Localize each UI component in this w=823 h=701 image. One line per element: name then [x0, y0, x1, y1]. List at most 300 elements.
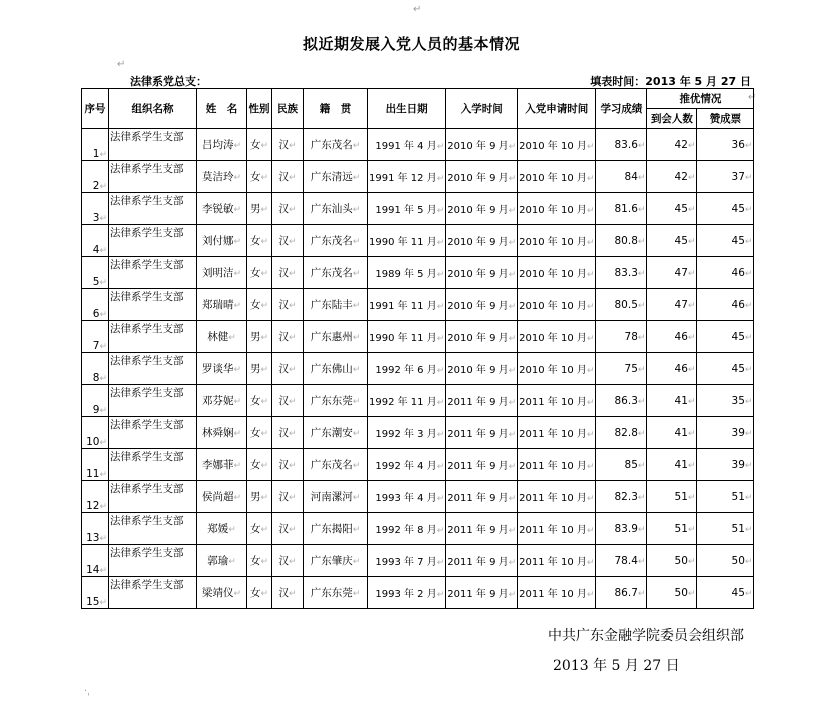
cell-native-text: 广东茂名 [310, 459, 353, 471]
cell-apply-text: 2011 年 10 月 [519, 397, 587, 408]
cell-paragraph-mark: ↵ [436, 462, 445, 472]
table-row [82, 321, 754, 353]
cell-native-text: 广东清远 [310, 171, 353, 183]
cell-gender-text: 男 [249, 491, 261, 503]
cell-enroll [446, 513, 518, 545]
cell-apply [518, 257, 596, 289]
cell-attendees-text: 50 [674, 586, 688, 599]
cell-gender-text: 男 [249, 363, 261, 375]
cell-paragraph-mark: ↵ [586, 590, 595, 600]
cell-paragraph-mark: ↵ [744, 492, 753, 503]
cell-votes [697, 289, 754, 321]
cell-gender [247, 449, 272, 481]
cell-gender-text: 女 [249, 459, 261, 471]
cell-paragraph-mark: ↵ [228, 333, 236, 343]
cell-org [109, 481, 197, 513]
header-apply: 入党申请时间 [518, 89, 596, 129]
cell-paragraph-mark: ↵ [637, 268, 646, 279]
cell-paragraph-mark: ↵ [637, 556, 646, 567]
cell-native [304, 129, 368, 161]
cell-index-text: 14 [86, 564, 100, 576]
cell-paragraph-mark: ↵ [288, 205, 297, 215]
cell-score-text: 78.4 [614, 554, 638, 567]
cell-index [82, 577, 109, 609]
cell-enroll [446, 321, 518, 353]
cell-enroll-text: 2011 年 9 月 [447, 557, 509, 568]
cell-birth [368, 353, 446, 385]
cell-name-text: 吕均涛 [201, 139, 234, 151]
cell-ethnicity-text: 汉 [278, 139, 289, 151]
cell-apply [518, 577, 596, 609]
table-row [82, 417, 754, 449]
cell-paragraph-mark: ↵ [637, 396, 646, 407]
cell-index-text: 1 [92, 148, 100, 160]
cell-score [596, 545, 647, 577]
cell-paragraph-mark: ↵ [352, 397, 361, 407]
cell-votes-text: 39 [731, 458, 745, 471]
cell-paragraph-mark: ↵ [233, 141, 242, 151]
cell-gender [247, 129, 272, 161]
cell-native [304, 225, 368, 257]
cell-apply [518, 417, 596, 449]
cell-apply-text: 2010 年 10 月 [519, 173, 587, 184]
table-row [82, 193, 754, 225]
cell-apply [518, 161, 596, 193]
cell-org-text: 法律系学生支部 [110, 131, 184, 143]
cell-paragraph-mark: ↵ [637, 332, 646, 343]
cell-name-text: 林舜娴 [201, 427, 234, 439]
cell-org [109, 513, 197, 545]
cell-apply-text: 2011 年 10 月 [519, 557, 587, 568]
cell-attendees-text: 41 [674, 426, 688, 439]
cell-paragraph-mark: ↵ [233, 397, 242, 407]
cell-paragraph-mark: ↵ [508, 430, 517, 440]
header-attendees: 到会人数 [647, 109, 697, 129]
cell-score [596, 481, 647, 513]
cell-birth [368, 577, 446, 609]
cell-index [82, 449, 109, 481]
candidates-table [81, 88, 757, 609]
cell-paragraph-mark: ↵ [99, 374, 107, 384]
table-row [82, 353, 754, 385]
cell-enroll [446, 577, 518, 609]
cell-ethnicity-text: 汉 [278, 523, 289, 535]
cell-gender-text: 女 [249, 555, 261, 567]
cell-paragraph-mark: ↵ [288, 461, 297, 471]
cell-index [82, 257, 109, 289]
cell-gender-text: 女 [249, 299, 261, 311]
cell-index [82, 321, 109, 353]
cell-score-text: 84 [624, 170, 638, 183]
cell-paragraph-mark: ↵ [288, 589, 297, 599]
cell-paragraph-mark: ↵ [436, 430, 445, 440]
cell-enroll [446, 129, 518, 161]
cell-paragraph-mark: ↵ [288, 557, 297, 567]
cell-name-text: 刘明洁 [201, 267, 234, 279]
cell-gender-text: 女 [249, 139, 261, 151]
cell-paragraph-mark: ↵ [508, 494, 517, 504]
cell-gender-text: 女 [249, 427, 261, 439]
cell-paragraph-mark: ↵ [744, 364, 753, 375]
cell-paragraph-mark: ↵ [99, 598, 107, 608]
cell-paragraph-mark: ↵ [687, 396, 696, 407]
cell-score-text: 80.8 [614, 234, 638, 247]
cell-score-text: 85 [624, 458, 638, 471]
cell-gender [247, 257, 272, 289]
cell-gender [247, 225, 272, 257]
cell-attendees-text: 50 [674, 554, 688, 567]
cell-name [197, 225, 247, 257]
cell-index-text: 9 [92, 404, 100, 416]
cell-birth [368, 257, 446, 289]
cell-apply-text: 2010 年 10 月 [519, 365, 587, 376]
cell-paragraph-mark: ↵ [687, 460, 696, 471]
cell-attendees-text: 47 [674, 266, 688, 279]
cell-ethnicity [272, 353, 304, 385]
cell-score [596, 225, 647, 257]
cell-paragraph-mark: ↵ [687, 300, 696, 311]
table-row [82, 545, 754, 577]
cell-paragraph-mark: ↵ [508, 302, 517, 312]
cell-birth [368, 417, 446, 449]
cell-name [197, 257, 247, 289]
cell-paragraph-mark: ↵ [637, 460, 646, 471]
cell-ethnicity-text: 汉 [278, 331, 289, 343]
table-body [82, 129, 754, 609]
cell-paragraph-mark: ↵ [744, 332, 753, 343]
cell-native-text: 广东东莞 [310, 395, 353, 407]
cell-score-text: 75 [624, 362, 638, 375]
cell-paragraph-mark: ↵ [637, 588, 646, 599]
cell-paragraph-mark: ↵ [288, 173, 297, 183]
cell-index [82, 225, 109, 257]
header-native: 籍 贯 [304, 89, 368, 129]
cell-votes [697, 385, 754, 417]
cell-paragraph-mark: ↵ [637, 492, 646, 503]
cell-votes [697, 129, 754, 161]
cell-paragraph-mark: ↵ [352, 365, 361, 375]
cell-index-text: 8 [92, 372, 100, 384]
cell-name [197, 385, 247, 417]
cell-paragraph-mark: ↵ [99, 342, 107, 352]
cell-native [304, 481, 368, 513]
cell-org [109, 129, 197, 161]
cell-score [596, 129, 647, 161]
cell-enroll-text: 2010 年 9 月 [447, 365, 509, 376]
cell-votes [697, 321, 754, 353]
cell-ethnicity [272, 481, 304, 513]
cell-org-text: 法律系学生支部 [110, 323, 184, 335]
cell-score-text: 80.5 [614, 298, 638, 311]
cell-paragraph-mark: ↵ [744, 236, 753, 247]
cell-ethnicity [272, 385, 304, 417]
cell-gender-text: 男 [249, 331, 261, 343]
cell-paragraph-mark: ↵ [436, 142, 445, 152]
paragraph-mark: ↵ [413, 4, 422, 15]
cell-paragraph-mark: ↵ [744, 428, 753, 439]
cell-votes-text: 51 [731, 522, 745, 535]
cell-paragraph-mark: ↵ [260, 397, 269, 407]
cell-score [596, 193, 647, 225]
cell-paragraph-mark: ↵ [436, 174, 445, 184]
cell-paragraph-mark: ↵ [352, 173, 361, 183]
cell-ethnicity [272, 577, 304, 609]
cell-gender-text: 女 [249, 587, 261, 599]
cell-paragraph-mark: ↵ [233, 589, 242, 599]
cell-paragraph-mark: ↵ [586, 238, 595, 248]
cell-paragraph-mark: ↵ [288, 525, 297, 535]
cell-paragraph-mark: ↵ [508, 590, 517, 600]
cell-paragraph-mark: ↵ [586, 526, 595, 536]
cell-paragraph-mark: ↵ [352, 525, 361, 535]
cell-native [304, 353, 368, 385]
cell-org-text: 法律系学生支部 [110, 259, 184, 271]
cell-apply [518, 321, 596, 353]
cell-paragraph-mark: ↵ [586, 558, 595, 568]
cell-votes-text: 51 [731, 490, 745, 503]
cell-paragraph-mark: ↵ [99, 566, 107, 576]
cell-paragraph-mark: ↵ [436, 366, 445, 376]
cell-apply [518, 289, 596, 321]
cell-paragraph-mark: ↵ [288, 269, 297, 279]
cell-ethnicity [272, 545, 304, 577]
cell-paragraph-mark: ↵ [508, 334, 517, 344]
cell-paragraph-mark: ↵ [233, 173, 242, 183]
cell-enroll [446, 545, 518, 577]
header-index: 序号 [82, 89, 109, 129]
cell-name-text: 邓芬妮 [201, 395, 234, 407]
cell-paragraph-mark: ↵ [260, 365, 269, 375]
cell-name [197, 513, 247, 545]
cell-paragraph-mark: ↵ [637, 364, 646, 375]
cell-attendees-text: 45 [674, 202, 688, 215]
cell-paragraph-mark: ↵ [687, 140, 696, 151]
cell-attendees-text: 46 [674, 330, 688, 343]
cell-paragraph-mark: ↵ [99, 214, 107, 224]
cell-index-text: 4 [92, 244, 100, 256]
cell-ethnicity-text: 汉 [278, 267, 289, 279]
cell-org-text: 法律系学生支部 [110, 515, 184, 527]
cell-birth [368, 481, 446, 513]
header-gender: 性别 [247, 89, 272, 129]
cell-enroll-text: 2011 年 9 月 [447, 493, 509, 504]
cell-birth-text: 1992 年 11 月 [369, 397, 437, 408]
cell-paragraph-mark: ↵ [687, 332, 696, 343]
cell-name-text: 李娜菲 [201, 459, 234, 471]
cell-paragraph-mark: ↵ [233, 429, 242, 439]
cell-ethnicity [272, 225, 304, 257]
cell-apply [518, 481, 596, 513]
cell-paragraph-mark: ↵ [637, 204, 646, 215]
cell-birth-text: 1992 年 4 月 [375, 461, 437, 472]
cell-native-text: 广东陆丰 [310, 299, 353, 311]
cell-org [109, 577, 197, 609]
cell-votes [697, 417, 754, 449]
cell-ethnicity-text: 汉 [278, 459, 289, 471]
cell-native-text: 广东潮安 [310, 427, 353, 439]
cell-paragraph-mark: ↵ [436, 494, 445, 504]
cell-score [596, 513, 647, 545]
cell-paragraph-mark: ↵ [508, 270, 517, 280]
cell-name [197, 129, 247, 161]
cell-name-text: 郑媛 [207, 523, 229, 535]
cell-apply-text: 2011 年 10 月 [519, 429, 587, 440]
cell-paragraph-mark: ↵ [744, 460, 753, 471]
cell-paragraph-mark: ↵ [508, 206, 517, 216]
cell-apply [518, 193, 596, 225]
cell-paragraph-mark: ↵ [288, 301, 297, 311]
cell-paragraph-mark: ↵ [436, 526, 445, 536]
cell-org-text: 法律系学生支部 [110, 195, 184, 207]
cell-paragraph-mark: ↵ [586, 494, 595, 504]
cell-org-text: 法律系学生支部 [110, 451, 184, 463]
cell-paragraph-mark: ↵ [744, 204, 753, 215]
cell-paragraph-mark: ↵ [586, 366, 595, 376]
cell-name [197, 417, 247, 449]
cell-org [109, 193, 197, 225]
cell-birth-text: 1991 年 5 月 [375, 205, 437, 216]
cell-score [596, 161, 647, 193]
cell-paragraph-mark: ↵ [288, 237, 297, 247]
cell-org [109, 257, 197, 289]
cell-native-text: 广东茂名 [310, 235, 353, 247]
cell-index [82, 353, 109, 385]
cell-index [82, 545, 109, 577]
cell-name-text: 林健 [207, 331, 229, 343]
cell-paragraph-mark: ↵ [260, 205, 269, 215]
cell-paragraph-mark: ↵ [508, 398, 517, 408]
cell-birth-text: 1991 年 4 月 [375, 141, 437, 152]
cell-paragraph-mark: ↵ [687, 268, 696, 279]
cell-name [197, 449, 247, 481]
cell-native [304, 289, 368, 321]
cell-paragraph-mark: ↵ [508, 558, 517, 568]
cell-paragraph-mark: ↵ [436, 206, 445, 216]
cell-votes [697, 449, 754, 481]
cell-apply-text: 2011 年 10 月 [519, 589, 587, 600]
cell-index-text: 7 [92, 340, 100, 352]
cell-ethnicity [272, 513, 304, 545]
cell-gender-text: 男 [249, 203, 261, 215]
cell-index [82, 513, 109, 545]
cell-paragraph-mark: ↵ [260, 525, 269, 535]
cell-birth-text: 1992 年 3 月 [375, 429, 437, 440]
cell-paragraph-mark: ↵ [508, 526, 517, 536]
cell-paragraph-mark: ↵ [352, 429, 361, 439]
cell-apply-text: 2011 年 10 月 [519, 493, 587, 504]
cell-org [109, 353, 197, 385]
cell-gender [247, 385, 272, 417]
cell-ethnicity-text: 汉 [278, 203, 289, 215]
cell-org-text: 法律系学生支部 [110, 547, 184, 559]
cell-gender [247, 577, 272, 609]
cell-enroll-text: 2010 年 9 月 [447, 173, 509, 184]
cell-enroll [446, 449, 518, 481]
cell-votes-text: 45 [731, 362, 745, 375]
cell-score-text: 83.9 [614, 522, 638, 535]
cell-score [596, 385, 647, 417]
cell-paragraph-mark: ↵ [233, 301, 242, 311]
issue-date: 2013 年 5 月 27 日 [553, 658, 680, 674]
cell-paragraph-mark: ↵ [744, 588, 753, 599]
cell-birth-text: 1989 年 5 月 [375, 269, 437, 280]
cell-native-text: 广东茂名 [310, 267, 353, 279]
cell-paragraph-mark: ↵ [233, 461, 242, 471]
cell-name-text: 郭瑜 [207, 555, 229, 567]
cell-native-text: 广东肇庆 [310, 555, 353, 567]
cell-gender [247, 353, 272, 385]
cell-attendees-text: 45 [674, 234, 688, 247]
cell-index [82, 161, 109, 193]
cell-paragraph-mark: ↵ [436, 558, 445, 568]
cell-attendees-text: 42 [674, 138, 688, 151]
cell-org [109, 321, 197, 353]
cell-apply-text: 2010 年 10 月 [519, 301, 587, 312]
cell-paragraph-mark: ↵ [99, 438, 107, 448]
cell-paragraph-mark: ↵ [352, 589, 361, 599]
cell-score-text: 83.3 [614, 266, 638, 279]
cell-paragraph-mark: ↵ [436, 270, 445, 280]
cell-gender [247, 289, 272, 321]
cell-votes [697, 577, 754, 609]
cell-apply-text: 2011 年 10 月 [519, 461, 587, 472]
cell-paragraph-mark: ↵ [744, 556, 753, 567]
cell-paragraph-mark: ↵ [288, 333, 297, 343]
cell-org-text: 法律系学生支部 [110, 291, 184, 303]
cell-index-text: 12 [86, 500, 100, 512]
table-row [82, 513, 754, 545]
document-title: 拟近期发展入党人员的基本情况 [302, 35, 520, 53]
cell-index [82, 193, 109, 225]
cell-paragraph-mark: ↵ [99, 502, 107, 512]
cell-attendees [647, 417, 697, 449]
cell-gender-text: 女 [249, 395, 261, 407]
cell-birth [368, 129, 446, 161]
cell-org [109, 225, 197, 257]
cell-ethnicity-text: 汉 [278, 363, 289, 375]
cell-birth-text: 1990 年 11 月 [369, 237, 437, 248]
cell-attendees [647, 161, 697, 193]
cell-native [304, 513, 368, 545]
cell-votes-text: 35 [731, 394, 745, 407]
cell-paragraph-mark: ↵ [744, 524, 753, 535]
cell-paragraph-mark: ↵ [687, 236, 696, 247]
cell-native-text: 广东惠州 [310, 331, 353, 343]
cell-apply [518, 353, 596, 385]
cell-paragraph-mark: ↵ [288, 493, 297, 503]
header-recommend: 推优情况 [647, 89, 754, 109]
cell-paragraph-mark: ↵ [508, 174, 517, 184]
cell-enroll-text: 2010 年 9 月 [447, 141, 509, 152]
cell-paragraph-mark: ↵ [260, 173, 269, 183]
cell-birth [368, 449, 446, 481]
header-votes: 赞成票 [697, 109, 754, 129]
cell-paragraph-mark: ↵ [436, 302, 445, 312]
cell-paragraph-mark: ↵ [233, 493, 242, 503]
cell-attendees-text: 46 [674, 362, 688, 375]
cell-enroll-text: 2011 年 9 月 [447, 461, 509, 472]
cell-paragraph-mark: ↵ [637, 300, 646, 311]
cell-attendees [647, 577, 697, 609]
cell-votes-text: 45 [731, 234, 745, 247]
cell-index-text: 11 [86, 468, 100, 480]
cell-enroll-text: 2011 年 9 月 [447, 589, 509, 600]
cell-paragraph-mark: ↵ [687, 428, 696, 439]
cell-paragraph-mark: ↵ [288, 141, 297, 151]
cell-votes [697, 225, 754, 257]
cell-apply-text: 2010 年 10 月 [519, 333, 587, 344]
cell-enroll [446, 385, 518, 417]
